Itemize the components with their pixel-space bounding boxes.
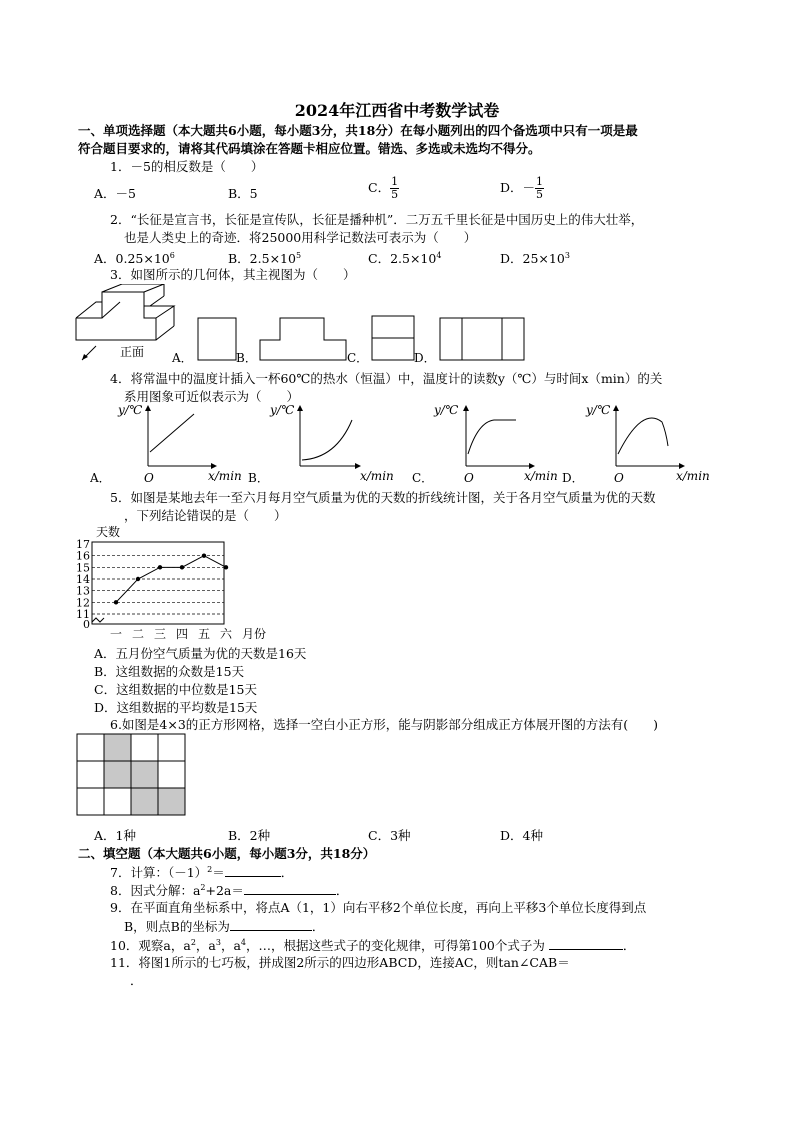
- q2-option-c: [368, 249, 441, 267]
- q4-graphs: [90, 402, 730, 486]
- q2-stem-line2: 也是人类史上的奇迹．将25000用科学记数法可表示为（ ）: [124, 230, 477, 245]
- grid-cell-shaded: [104, 734, 131, 761]
- q1-option-d-prefix: D．－: [500, 180, 536, 195]
- q11-line1: 11．将图1所示的七巧板，拼成图2所示的四边形ABCD，连接AC，则tan∠CAB＝: [110, 955, 570, 970]
- q4-graph-a: [90, 403, 242, 485]
- q3-option-b-label: B．: [236, 351, 257, 365]
- grid-cell-empty: [158, 734, 185, 761]
- q3-option-a-label: A．: [172, 351, 193, 365]
- q3-option-b-figure: [260, 318, 346, 360]
- q7-end: ．: [280, 865, 294, 880]
- q4-d-origin: O: [614, 471, 624, 485]
- q4-b-ylabel: y/℃: [270, 403, 295, 417]
- fraction-numerator: 1: [536, 175, 544, 188]
- q9-line2: [124, 917, 324, 935]
- q10: [110, 936, 635, 954]
- q1-stem: 1．－5的相反数是（ ）: [110, 159, 264, 174]
- chart-ytick-label: 16: [76, 549, 90, 563]
- q1-option-c: [368, 176, 399, 201]
- axis-break-icon: [92, 618, 104, 622]
- q4-d-curve: [618, 418, 668, 454]
- section1-heading-line1: 一、单项选择题（本大题共6小题，每小题3分，共18分）在每小题列出的四个备选项中只有一项是最: [78, 123, 638, 138]
- chart-xtick-label: 一: [109, 627, 123, 641]
- q1-option-d-fraction: [535, 176, 544, 201]
- grid-cell-empty: [104, 788, 131, 815]
- q8-exponent: 2: [200, 882, 206, 892]
- grid-cell-shaded: [131, 761, 158, 788]
- chart-xtick-label: 六: [219, 627, 233, 641]
- chart-ytick-label: 14: [76, 573, 90, 586]
- q8-end: ．: [335, 883, 349, 898]
- section2-heading: 二、填空题（本大题共6小题，每小题3分，共18分）: [78, 846, 376, 861]
- q1-option-a: A．－5: [94, 186, 136, 201]
- q4-c-ylabel: y/℃: [434, 403, 459, 417]
- chart-data-point: [202, 553, 206, 557]
- page-title: 2024年江西省中考数学试卷: [294, 101, 500, 120]
- chart-data-point: [158, 565, 162, 569]
- q4-c-curve: [468, 420, 516, 454]
- q5-option-d: D．这组数据的平均数是15天: [94, 700, 258, 715]
- q6-option-c: C．3种: [368, 828, 411, 843]
- q8-answer-blank[interactable]: [244, 894, 336, 895]
- q5-line-chart: [76, 520, 286, 644]
- q6-option-d: D．4种: [500, 828, 543, 843]
- q8: [110, 881, 348, 899]
- q2-option-b: [228, 249, 301, 267]
- q3-option-c-label: C．: [347, 351, 369, 365]
- q7-answer-blank[interactable]: [225, 876, 281, 877]
- q9-end: ．: [311, 919, 325, 934]
- q3-solid-figure: [76, 284, 174, 340]
- q4-d-ylabel: y/℃: [586, 403, 611, 417]
- q3-figures: [74, 284, 534, 366]
- fraction-denominator: 5: [536, 188, 544, 201]
- q10-answer-blank[interactable]: [549, 949, 623, 950]
- q2-option-d-text: D．25×10: [500, 251, 565, 266]
- q2-option-c-text: C．2.5×10: [368, 251, 437, 266]
- q4-b-xlabel: x/min: [360, 469, 394, 483]
- q9-line2-text: B，则点B的坐标为: [124, 919, 230, 934]
- q4-option-a-label: A．: [90, 471, 111, 485]
- chart-xlabel: 月份: [242, 627, 267, 641]
- chart-ylabel: 天数: [96, 525, 121, 539]
- q4-b-curve: [302, 420, 352, 460]
- q9-answer-blank[interactable]: [230, 930, 312, 931]
- q4-a-ylabel: y/℃: [118, 403, 143, 417]
- chart-xtick-label: 四: [175, 627, 189, 641]
- q5-stem-line2: ，下列结论错误的是（ ）: [124, 508, 287, 523]
- grid-cell-empty: [131, 734, 158, 761]
- chart-ytick-label: 15: [76, 561, 90, 575]
- q6-stem: 6.如图是4×3的正方形网格，选择一空白小正方形，能与阴影部分组成正方体展开图的方法有( ): [110, 717, 659, 732]
- q2-option-a-text: A．0.25×10: [94, 251, 170, 266]
- q4-a-xlabel: x/min: [208, 469, 242, 483]
- q4-option-d-label: D．: [562, 471, 584, 485]
- q5-stem-line1: 5．如图是某地去年一至六月每月空气质量为优的天数的折线统计图，关于各月空气质量为优的天数: [110, 490, 656, 505]
- q4-c-xlabel: x/min: [524, 469, 558, 483]
- q2-option-d-exponent: 3: [564, 250, 570, 260]
- q1-option-c-prefix: C．: [368, 180, 391, 195]
- q7: [110, 863, 293, 881]
- chart-ytick-label: 17: [76, 538, 90, 551]
- q3-front-label: 正面: [120, 345, 145, 359]
- q10-end: ．: [622, 938, 636, 953]
- q4-option-c-label: C．: [412, 471, 434, 485]
- q4-option-b-label: B．: [248, 471, 269, 485]
- grid-cell-shaded: [131, 788, 158, 815]
- q10-text: 10．观察a，a: [110, 938, 191, 953]
- q4-graph-c: [412, 403, 558, 485]
- q3-option-d-label: D．: [414, 351, 436, 365]
- q10-exp4: 4: [240, 937, 246, 947]
- fraction-denominator: 5: [391, 188, 399, 201]
- chart-ytick-label: 11: [76, 608, 90, 621]
- grid-cell-shaded: [104, 761, 131, 788]
- chart-data-point: [136, 577, 140, 581]
- q2-option-a: [94, 249, 175, 267]
- chart-xtick-label: 二: [131, 627, 145, 641]
- chart-ytick-label: 0: [83, 618, 90, 631]
- q3-option-d-figure: [440, 318, 524, 360]
- q2-option-a-exponent: 6: [169, 250, 175, 260]
- q1-option-b: B．5: [228, 186, 258, 201]
- q7-text: 7．计算：（－1）: [110, 865, 208, 880]
- grid-cell-shaded: [158, 788, 185, 815]
- q5-option-b: B．这组数据的众数是15天: [94, 664, 245, 679]
- grid-cell-empty: [158, 761, 185, 788]
- grid-cell-empty: [77, 734, 104, 761]
- q10-tail: ，…，根据这些式子的变化规律，可得第100个式子为: [246, 938, 545, 953]
- q3-option-c-figure: [372, 316, 414, 360]
- section1-heading-line2: 符合题目要求的，请将其代码填涂在答题卡相应位置。错选、多选或未选均不得分。: [78, 141, 541, 156]
- q2-option-b-exponent: 5: [295, 250, 302, 260]
- q4-c-origin: O: [464, 471, 474, 485]
- q4-a-curve: [150, 414, 194, 452]
- grid-cell-empty: [77, 788, 104, 815]
- q2-option-c-exponent: 4: [436, 250, 442, 260]
- q4-stem-line1: 4．将常温中的温度计插入一杯60℃的热水（恒温）中，温度计的读数y（℃）与时间x（min）的关: [110, 371, 663, 386]
- q4-a-origin: O: [144, 471, 154, 485]
- q10-t3: ，a: [220, 938, 241, 953]
- q6-grid: [76, 733, 190, 821]
- q9-line1: 9．在平面直角坐标系中，将点A（1，1）向右平移2个单位长度，再向上平移3个单位长度得到点: [110, 900, 647, 915]
- q8-text: 8．因式分解：a: [110, 883, 201, 898]
- q5-option-c: C．这组数据的中位数是15天: [94, 682, 257, 697]
- q3-option-a-figure: [198, 318, 236, 360]
- q4-graph-b: [248, 403, 394, 485]
- q6-option-a: A．1种: [94, 828, 136, 843]
- q3-stem: 3．如图所示的几何体，其主视图为（ ）: [110, 267, 356, 282]
- q4-d-xlabel: x/min: [676, 469, 710, 483]
- q10-t2: ，a: [195, 938, 216, 953]
- chart-xtick-label: 三: [153, 627, 167, 641]
- q1-option-d: [500, 176, 544, 201]
- q11-line2: ．: [130, 973, 143, 988]
- chart-ytick-label: 13: [76, 584, 90, 598]
- q7-tail: ＝: [212, 865, 225, 880]
- q8-tail: +2a＝: [205, 883, 244, 898]
- q10-exp3: 3: [215, 937, 221, 947]
- chart-data-point: [180, 565, 184, 569]
- q1-option-c-fraction: [390, 176, 399, 201]
- grid-cell-empty: [77, 761, 104, 788]
- q10-exp2: 2: [190, 937, 196, 947]
- fraction-numerator: 1: [391, 175, 399, 188]
- chart-data-point: [224, 565, 228, 569]
- chart-ytick-label: 12: [76, 596, 90, 610]
- q7-exponent: 2: [207, 864, 213, 874]
- q4-graph-d: [562, 403, 710, 485]
- q5-option-a: A．五月份空气质量为优的天数是16天: [94, 646, 307, 661]
- q2-stem-line1: 2．“长征是宣言书，长征是宣传队，长征是播种机”．二万五千里长征是中国历史上的伟大壮举，: [110, 212, 644, 227]
- q2-option-d: [500, 249, 570, 267]
- chart-data-point: [114, 600, 118, 604]
- q4-stem-line2: 系用图象可近似表示为（ ）: [124, 389, 300, 404]
- q2-option-b-text: B．2.5×10: [228, 251, 296, 266]
- q6-option-b: B．2种: [228, 828, 271, 843]
- chart-xtick-label: 五: [197, 627, 211, 641]
